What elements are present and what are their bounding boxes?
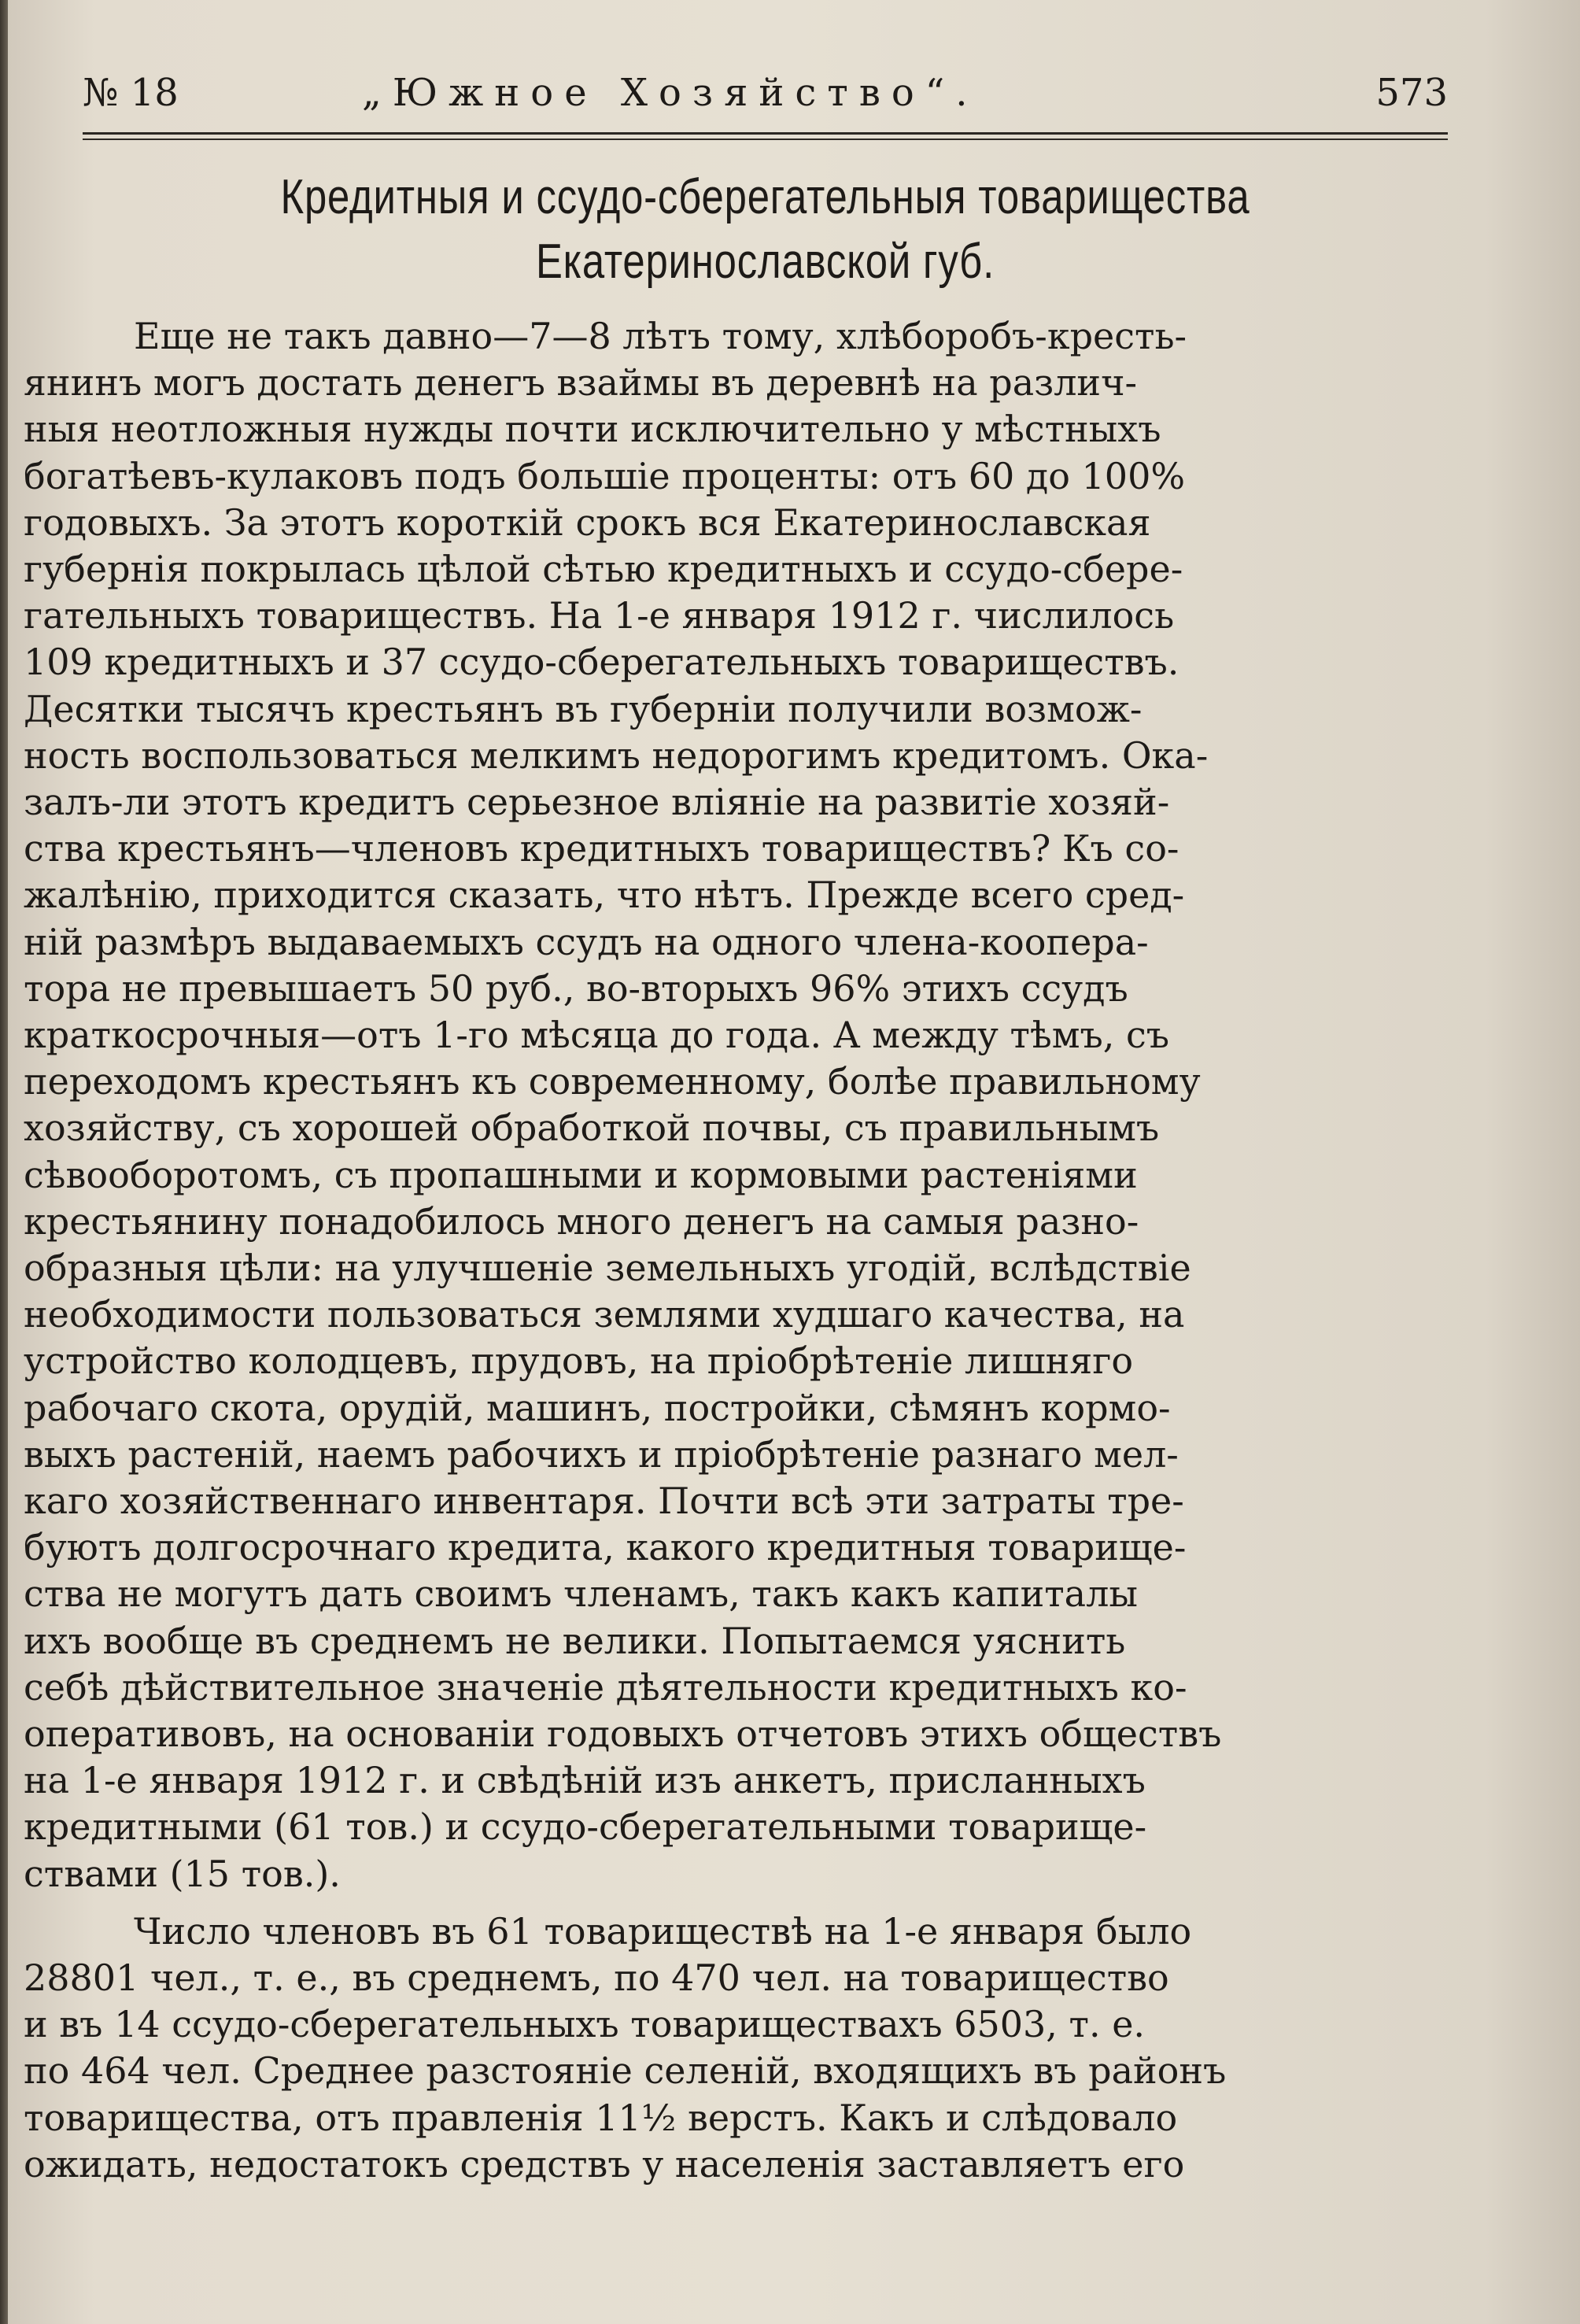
text-line <box>24 1572 1448 1615</box>
text-line-content: ныя неотложныя нужды почти исключительно у мѣстныхъ <box>24 408 1161 450</box>
text-line <box>24 548 1448 590</box>
text-line <box>24 1956 1448 1999</box>
text-line-content: себѣ дѣйствительное значеніе дѣятельности кредитныхъ ко- <box>24 1666 1187 1709</box>
journal-title: „Южное Хозяйство“. <box>362 71 979 115</box>
text-line <box>24 1853 1448 1895</box>
issue-number: № 18 <box>83 71 179 115</box>
text-line <box>24 1526 1448 1568</box>
text-line-content: Десятки тысячъ крестьянъ въ губерніи получили возмож- <box>24 688 1143 730</box>
text-line <box>24 1060 1448 1103</box>
text-line <box>24 827 1448 870</box>
text-line <box>24 1620 1448 1662</box>
text-line-content: жалѣнію, приходится сказать, что нѣтъ. Прежде всего сред- <box>24 874 1185 916</box>
text-line <box>24 2003 1448 2045</box>
text-line <box>24 1387 1448 1429</box>
text-line-content: ства не могутъ дать своимъ членамъ, такъ какъ капиталы <box>24 1572 1138 1615</box>
text-line <box>24 734 1448 777</box>
text-line <box>24 921 1448 963</box>
text-line <box>134 315 1448 357</box>
text-line-content: 28801 чел., т. е., въ среднемъ, по 470 чел. на товарищество <box>24 1956 1169 1999</box>
text-line-content: по 464 чел. Среднее разстояніе селеній, входящихъ въ районъ <box>24 2049 1227 2092</box>
text-line <box>24 361 1448 404</box>
text-line <box>24 641 1448 683</box>
text-line-content: переходомъ крестьянъ къ современному, болѣе правильному <box>24 1060 1201 1103</box>
text-line <box>24 1339 1448 1382</box>
text-line <box>134 1910 1448 1953</box>
text-line <box>24 2097 1448 2139</box>
text-line-content: и въ 14 ссудо-сберегательныхъ товариществахъ 6503, т. е. <box>24 2003 1146 2045</box>
text-line-content: Число членовъ въ 61 товариществѣ на 1-е января было <box>134 1910 1192 1953</box>
text-line-content: тора не превышаетъ 50 руб., во-вторыхъ 96% этихъ ссудъ <box>24 967 1128 1010</box>
text-line <box>24 1666 1448 1709</box>
text-line-content: сѣвооборотомъ, съ пропашными и кормовыми растеніями <box>24 1154 1138 1196</box>
text-line <box>24 1805 1448 1848</box>
text-line <box>24 1713 1448 1755</box>
text-line <box>24 781 1448 823</box>
text-line-content: образныя цѣли: на улучшеніе земельныхъ угодій, вслѣдствіе <box>24 1247 1191 1289</box>
text-line <box>24 1293 1448 1336</box>
text-line <box>24 455 1448 497</box>
text-line-content: ожидать, недостатокъ средствъ у населенія заставляетъ его <box>24 2143 1185 2185</box>
text-line <box>24 1247 1448 1289</box>
text-line-content: рабочаго скота, орудій, машинъ, постройки, сѣмянъ кормо- <box>24 1387 1171 1429</box>
text-line-content: 109 кредитныхъ и 37 ссудо-сберегательныхъ товариществъ. <box>24 641 1179 683</box>
text-line-content: ность воспользоваться мелкимъ недорогимъ кредитомъ. Ока- <box>24 734 1209 777</box>
text-line <box>24 1154 1448 1196</box>
text-line <box>24 501 1448 544</box>
text-line <box>24 2143 1448 2185</box>
text-line-content: краткосрочныя—отъ 1-го мѣсяца до года. А между тѣмъ, съ <box>24 1014 1170 1056</box>
page-number: 573 <box>1375 71 1448 115</box>
text-line <box>24 1200 1448 1243</box>
text-line-content: оперативовъ, на основаніи годовыхъ отчетовъ этихъ обществъ <box>24 1713 1222 1755</box>
text-line <box>24 1014 1448 1056</box>
text-line-content: ній размѣръ выдаваемыхъ ссудъ на одного члена-коопера- <box>24 921 1149 963</box>
text-line-content: выхъ растеній, наемъ рабочихъ и пріобрѣтеніе разнаго мел- <box>24 1433 1179 1476</box>
text-line-content: ства крестьянъ—членовъ кредитныхъ товариществъ? Къ со- <box>24 827 1179 870</box>
text-line-content: залъ-ли этотъ кредитъ серьезное вліяніе на развитіе хозяй- <box>24 781 1170 823</box>
text-line-content: губернія покрылась цѣлой сѣтью кредитныхъ и ссудо-сбере- <box>24 548 1183 590</box>
text-line-content: ихъ вообще въ среднемъ не велики. Попытаемся уяснить <box>24 1620 1126 1662</box>
text-line-content: буютъ долгосрочнаго кредита, какого кредитныя товарище- <box>24 1526 1187 1568</box>
text-line-content: гательныхъ товариществъ. На 1-е января 1912 г. числилось <box>24 594 1175 637</box>
text-line-content: на 1-е января 1912 г. и свѣдѣній изъ анкетъ, присланныхъ <box>24 1759 1146 1801</box>
text-line-content: устройство колодцевъ, прудовъ, на пріобрѣтеніе лишняго <box>24 1339 1134 1382</box>
text-line <box>24 967 1448 1010</box>
text-line <box>24 2049 1448 2092</box>
text-line-content: крестьянину понадобилось много денегъ на самыя разно- <box>24 1200 1139 1243</box>
text-line-content: годовыхъ. За этотъ короткій срокъ вся Екатеринославская <box>24 501 1151 544</box>
text-line <box>24 1759 1448 1801</box>
text-line <box>24 688 1448 730</box>
text-line-content: ствами (15 тов.). <box>24 1853 341 1895</box>
text-line-content: кредитными (61 тов.) и ссудо-сберегательными товарище- <box>24 1805 1147 1848</box>
text-line-content: каго хозяйственнаго инвентаря. Почти всѣ эти затраты тре- <box>24 1480 1184 1522</box>
text-line <box>24 1107 1448 1149</box>
article-title-line-1: Кредитныя и ссудо-сберегательныя товарищества <box>280 170 1250 224</box>
text-line <box>24 408 1448 450</box>
text-line-content: Еще не такъ давно—7—8 лѣтъ тому, хлѣборобъ-кресть- <box>134 315 1187 357</box>
text-line-content: необходимости пользоваться землями худшаго качества, на <box>24 1293 1185 1336</box>
text-line-content: янинъ могъ достать денегъ взаймы въ деревнѣ на различ- <box>24 361 1138 404</box>
text-line-content: товарищества, отъ правленія 11½ верстъ. Какъ и слѣдовало <box>24 2097 1178 2139</box>
text-line <box>24 1480 1448 1522</box>
text-line-content: хозяйству, съ хорошей обработкой почвы, съ правильнымъ <box>24 1107 1160 1149</box>
text-line-content: богатѣевъ-кулаковъ подъ большіе проценты: отъ 60 до 100% <box>24 455 1186 497</box>
text-line <box>24 874 1448 916</box>
article-title-line-2: Екатеринославской губ. <box>535 235 995 289</box>
text-line <box>24 1433 1448 1476</box>
text-line <box>24 594 1448 637</box>
